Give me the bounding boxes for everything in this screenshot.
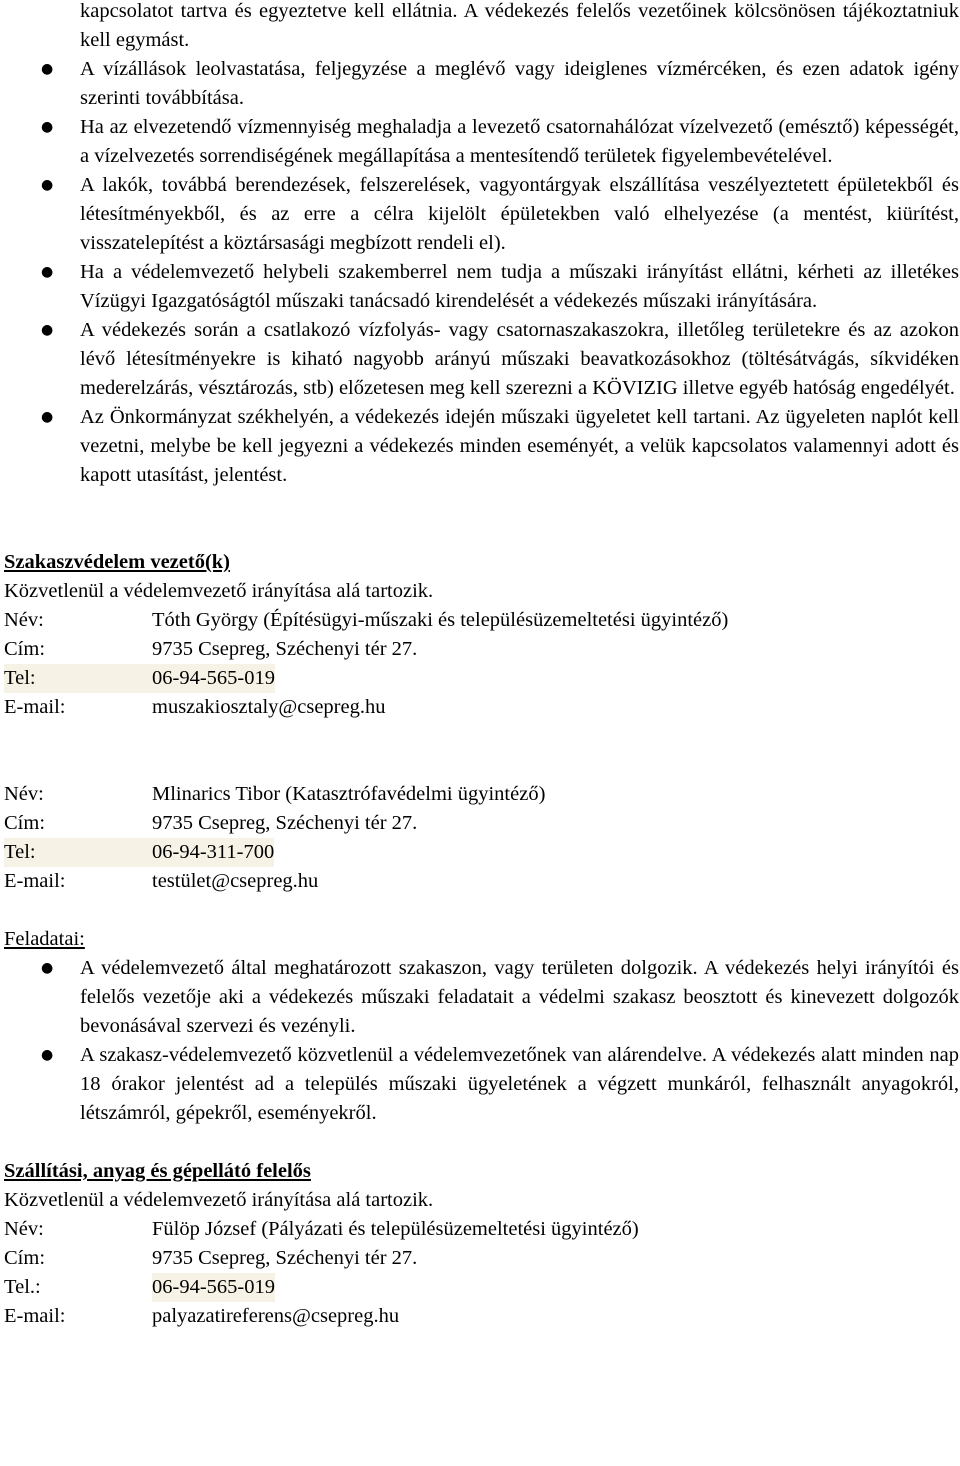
section-heading-szallitasi: Szállítási, anyag és gépellátó felelős xyxy=(4,1160,311,1182)
bullet-icon: ● xyxy=(41,409,54,425)
list-item-text: A lakók, továbbá berendezések, felszerelések, vagyontárgyak elszállítása veszélyeztetett épületekből és létesítményekből, és az erre a célra kijelölt épületekben való elhelyezése (a mentést, kiürítést, visszatelepítést a köztársasági megbízott rendeli el). xyxy=(80,174,959,254)
list-item xyxy=(4,0,959,55)
tasks-heading: Feladatai: xyxy=(4,928,85,950)
address-value: 9735 Csepreg, Széchenyi tér 27. xyxy=(152,638,418,660)
list-item-text: A védelemvezető által meghatározott szakaszon, vagy területen dolgozik. A védekezés helyi irányítói és felelős vezetője aki a védekezés műszaki feladatait a védelmi szakasz beosztott és kinevezett dolgozók bevonásával szervezi és vezényli. xyxy=(80,957,959,1037)
tasks-list xyxy=(4,954,959,1128)
name-label: Név: xyxy=(4,609,44,631)
email-value: palyazatireferens@csepreg.hu xyxy=(152,1305,400,1327)
bullet-icon: ● xyxy=(41,61,54,77)
email-label: E-mail: xyxy=(4,696,66,718)
contact-block-3 xyxy=(4,1215,959,1331)
section-subline: Közvetlenül a védelemvezető irányítása alá tartozik. xyxy=(4,1189,434,1211)
phone-label: Tel: xyxy=(4,664,152,693)
section-subline: Közvetlenül a védelemvezető irányítása alá tartozik. xyxy=(4,580,434,602)
list-item-text: A védekezés során a csatlakozó vízfolyás- vagy csatornaszakaszokra, illetőleg területekre és az azokon lévő létesítményekre is kiható nagyobb arányú műszaki beavatkozásokhoz (töltésátvágás, síkvidéken mederelzárás, vésztározás, stb) előzetesen meg kell szerezni a KÖVIZIG illetve egyéb hatóság engedélyét. xyxy=(80,319,959,399)
address-label: Cím: xyxy=(4,1247,46,1269)
list-item-text: kapcsolatot tartva és egyeztetve kell ellátnia. A védekezés felelős vezetőinek kölcsönösen tájékoztatniuk kell egymást. xyxy=(80,0,959,51)
address-label: Cím: xyxy=(4,812,46,834)
name-value: Tóth György (Építésügyi-műszaki és településüzemeltetési ügyintéző) xyxy=(152,609,729,631)
list-item xyxy=(4,403,959,490)
bullet-icon: ● xyxy=(41,960,54,976)
name-value: Fülöp József (Pályázati és településüzemeltetési ügyintéző) xyxy=(152,1218,639,1240)
list-item-text: Az Önkormányzat székhelyén, a védekezés idején műszaki ügyeletet kell tartani. Az ügyeleten naplót kell vezetni, melybe be kell jegyezni a védekezés minden eseményét, a velük kapcsolatos valamennyi adott és kapott utasítást, jelentést. xyxy=(80,406,959,486)
list-item xyxy=(4,258,959,316)
phone-value: 06-94-565-019 xyxy=(152,1273,275,1302)
email-label: E-mail: xyxy=(4,1305,66,1327)
address-label: Cím: xyxy=(4,638,46,660)
bullet-icon: ● xyxy=(41,322,54,338)
bullet-icon: ● xyxy=(41,264,54,280)
section-heading-szakaszvedelem: Szakaszvédelem vezető(k) xyxy=(4,551,231,573)
list-item-text: A szakasz-védelemvezető közvetlenül a védelemvezetőnek van alárendelve. A védekezés alatt minden nap 18 órakor jelentést ad a település műszaki ügyeletének a végzett munkáról, felhasznált anyagokról, létszámról, gépekről, eseményekről. xyxy=(80,1044,959,1124)
list-item xyxy=(4,954,959,1041)
list-item xyxy=(4,1041,959,1128)
list-item-text: A vízállások leolvastatása, feljegyzése a meglévő vagy ideiglenes vízmércéken, és ezen adatok igény szerinti továbbítása. xyxy=(80,58,959,109)
bullet-icon: ● xyxy=(41,1047,54,1063)
list-item xyxy=(4,55,959,113)
email-value: testület@csepreg.hu xyxy=(152,870,319,892)
list-item-text: Ha a védelemvezető helybeli szakemberrel nem tudja a műszaki irányítást ellátni, kérheti az illetékes Vízügyi Igazgatóságtól műszaki tanácsadó kirendelését a védekezés műszaki irányítására. xyxy=(80,261,959,312)
contact-block-2 xyxy=(4,780,959,896)
name-label: Név: xyxy=(4,783,44,805)
list-item-text: Ha az elvezetendő vízmennyiség meghaladja a levezető csatornahálózat vízelvezető (emésztő) képességét, a vízelvezetés sorrendiségének megállapítása a mentesítendő területek figyelembevételével. xyxy=(80,116,959,167)
document-page xyxy=(4,0,959,1331)
name-label: Név: xyxy=(4,1218,44,1240)
name-value: Mlinarics Tibor (Katasztrófavédelmi ügyintéző) xyxy=(152,783,546,805)
phone-label: Tel.: xyxy=(4,1276,41,1298)
contact-block-1 xyxy=(4,606,959,722)
bullet-icon: ● xyxy=(41,119,54,135)
email-value: muszakiosztaly@csepreg.hu xyxy=(152,696,386,718)
list-item xyxy=(4,316,959,403)
list-item xyxy=(4,113,959,171)
address-value: 9735 Csepreg, Széchenyi tér 27. xyxy=(152,812,418,834)
email-label: E-mail: xyxy=(4,870,66,892)
phone-value: 06-94-565-019 xyxy=(152,664,275,693)
bullet-icon: ● xyxy=(41,177,54,193)
phone-label: Tel: xyxy=(4,838,152,867)
list-item xyxy=(4,171,959,258)
bullet-list-top xyxy=(4,0,959,490)
phone-value: 06-94-311-700 xyxy=(152,838,274,867)
address-value: 9735 Csepreg, Széchenyi tér 27. xyxy=(152,1247,418,1269)
